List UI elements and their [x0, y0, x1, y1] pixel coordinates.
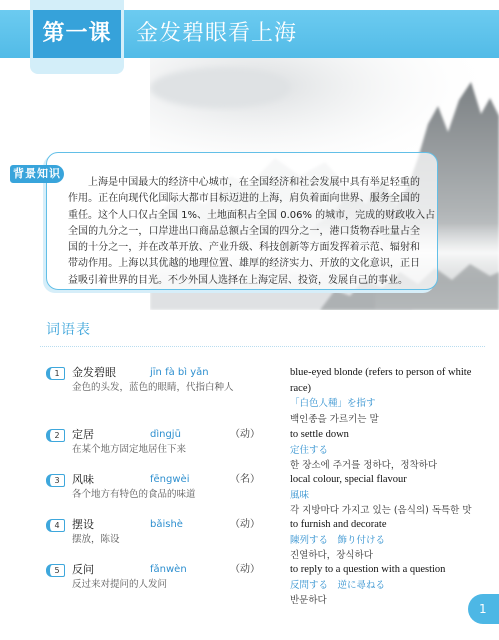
entry-part-of-speech: （名） — [230, 474, 260, 485]
entry-translations — [290, 472, 482, 519]
entry-word: 定居 — [72, 428, 94, 441]
paragraph-line: 重任。这个人口仅占全国 1%、土地面积占全国 0.06% 的城市，完成的财政收入占 — [68, 209, 436, 221]
korean-translation: 진열하다，장식하다 — [290, 550, 373, 561]
entry-part-of-speech: （动） — [230, 519, 260, 530]
entry-definition: 在某个地方固定地居住下来 — [72, 444, 187, 455]
entry-pinyin: jīn fà bì yǎn — [150, 367, 209, 378]
english-translation: to reply to a question with a question — [290, 564, 446, 575]
entry-word: 反问 — [72, 563, 94, 576]
entry-word: 金发碧眼 — [72, 366, 116, 379]
entry-definition: 金色的头发，蓝色的眼睛，代指白种人 — [72, 382, 234, 393]
background-knowledge-label: 背景知识 — [10, 165, 64, 183]
vocabulary-entry — [0, 517, 499, 562]
entry-translations — [290, 427, 482, 474]
japanese-translation: 定住する — [290, 444, 329, 456]
numbered-tag-icon: 1 — [46, 367, 65, 380]
english-translation: local colour, special flavour — [290, 474, 407, 485]
lesson-title: 金发碧眼看上海 — [136, 21, 298, 46]
entry-part-of-speech: （动） — [230, 564, 260, 575]
paragraph-line: 全国的九分之一，口岸进出口商品总额占全国的四分之一，港口货物吞吐量占全 — [68, 225, 420, 237]
entry-pinyin: bǎishè — [150, 519, 183, 530]
korean-translation: 반문하다 — [290, 595, 327, 606]
entry-pinyin: dìngjū — [150, 429, 181, 440]
cloud-wash — [150, 68, 290, 108]
entry-pinyin: fēngwèi — [150, 474, 190, 485]
vocabulary-entry — [0, 365, 499, 425]
lesson-number: 第一课 — [33, 10, 121, 58]
vocabulary-entry — [0, 562, 499, 607]
entry-definition: 摆放，陈设 — [72, 534, 120, 545]
background-knowledge-text — [68, 175, 436, 289]
english-translation: to furnish and decorate — [290, 519, 387, 530]
paragraph-line: 带动作用。上海以其优越的地理位置、雄厚的经济实力、开放的文化意识，正日 — [68, 258, 420, 270]
korean-translation: 한 장소에 주거를 정하다，정착하다 — [290, 460, 438, 471]
entry-pinyin: fǎnwèn — [150, 564, 187, 575]
numbered-tag-icon: 3 — [46, 474, 65, 487]
entry-definition: 反过来对提问的人发问 — [72, 579, 168, 590]
entry-word: 摆设 — [72, 518, 94, 531]
entry-part-of-speech: （动） — [230, 429, 260, 440]
japanese-translation: 陳列する 飾り付ける — [290, 534, 386, 546]
paragraph-line: 益吸引着世界的目光。不少外国人选择在上海定居、投资，发展自己的事业。 — [68, 274, 408, 286]
entry-translations — [290, 562, 482, 609]
korean-translation: 백인종을 가르키는 말 — [290, 413, 379, 425]
vocabulary-entry — [0, 472, 499, 517]
korean-translation: 각 지방마다 가지고 있는 (음식의) 독특한 맛 — [290, 505, 472, 516]
japanese-translation: 反問する 逆に尋ねる — [290, 579, 386, 591]
numbered-tag-icon: 2 — [46, 429, 65, 442]
paragraph-line: 国的十分之一，并在改革开放、产业升级、科技创新等方面发挥着示范、辐射和 — [68, 242, 420, 254]
entry-definition: 各个地方有特色的食品的味道 — [72, 489, 196, 500]
entry-translations — [290, 517, 482, 564]
paragraph-line: 作用。正在向现代化国际大都市目标迈进的上海，肩负着面向世界、服务全国的 — [68, 193, 420, 205]
entry-word: 风味 — [72, 473, 94, 486]
numbered-tag-icon: 4 — [46, 519, 65, 532]
japanese-translation: 風味 — [290, 489, 310, 501]
page-number: 1 — [468, 594, 499, 624]
entry-translations — [290, 365, 482, 427]
paragraph-line: 上海是中国最大的经济中心城市，在全国经济和社会发展中具有举足轻重的 — [88, 177, 420, 188]
section-divider — [40, 346, 485, 347]
english-translation: to settle down — [290, 429, 349, 440]
vocabulary-title: 词语表 — [46, 322, 91, 338]
numbered-tag-icon: 5 — [46, 564, 65, 577]
english-translation: blue-eyed blonde (refers to person of white race) — [290, 367, 472, 394]
japanese-translation: 「白色人種」を指す — [290, 398, 376, 409]
vocabulary-entry — [0, 427, 499, 472]
